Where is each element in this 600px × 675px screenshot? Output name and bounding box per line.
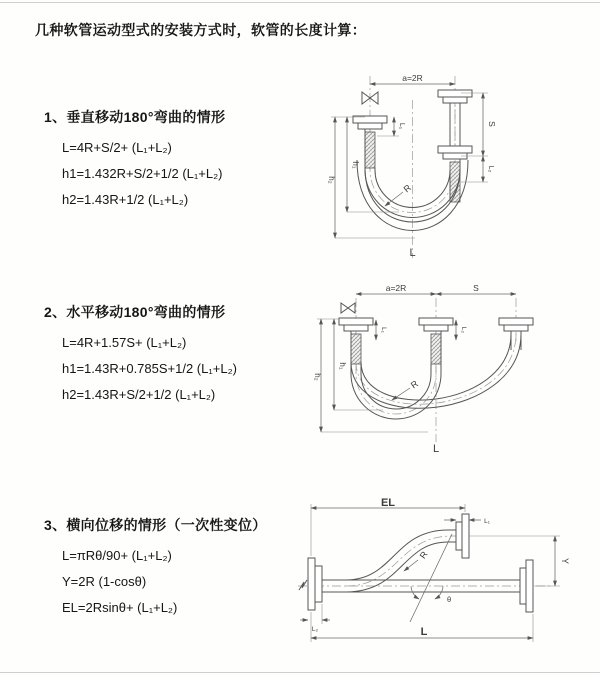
dim-label-h1: h₁ bbox=[351, 161, 360, 169]
section-lateral-displacement bbox=[44, 515, 314, 621]
dim-label-r: R bbox=[408, 378, 420, 391]
dim-label-l: L bbox=[409, 247, 416, 259]
diagram-lateral-displacement bbox=[298, 498, 593, 655]
dimension-a2r bbox=[370, 73, 455, 84]
dimension-a2r bbox=[356, 283, 436, 294]
dim-label-l2: L₂ bbox=[460, 326, 467, 334]
dim-label-h2: h₂ bbox=[313, 373, 322, 381]
end-flange-hub bbox=[456, 522, 462, 550]
dim-label-l: L bbox=[432, 443, 440, 455]
section2-heading: 2、水平移动180°弯曲的情形 bbox=[44, 304, 226, 320]
braid-section bbox=[365, 132, 375, 168]
dim-label-r: R bbox=[417, 549, 430, 561]
formula-h2: h2=1.43R+S/2+1/2 (L₁+L₂) bbox=[62, 387, 216, 402]
dim-label-l1: L₁ bbox=[398, 122, 405, 130]
braid-section bbox=[351, 334, 361, 364]
dimension-el bbox=[311, 498, 465, 556]
dim-label-r: R bbox=[401, 182, 414, 195]
break-symbol bbox=[299, 580, 307, 590]
scan-edge-top bbox=[0, 2, 600, 3]
page-title: 几种软管运动型式的安装方式时，软管的长度计算： bbox=[35, 22, 367, 38]
formula-y: Y=2R (1-cosθ) bbox=[62, 574, 147, 589]
section-horizontal-move bbox=[44, 302, 314, 408]
dimension-l2 bbox=[461, 156, 494, 182]
formula-l: L=4R+1.57S+ (L₁+L₂) bbox=[62, 335, 187, 350]
dimension-l1 bbox=[376, 320, 387, 340]
dim-label-l2: L₂ bbox=[311, 626, 319, 633]
braid-section bbox=[431, 334, 441, 364]
end-flange-plate bbox=[462, 514, 469, 558]
radius-annotation bbox=[392, 378, 420, 400]
middle-fitting bbox=[419, 318, 453, 364]
formula-l: L=4R+S/2+ (L₁+L₂) bbox=[62, 140, 172, 155]
dimension-h1 bbox=[317, 319, 383, 410]
dim-label-theta: θ bbox=[447, 595, 452, 604]
formula-l: L=πRθ/90+ (L₁+L₂) bbox=[62, 548, 172, 563]
left-flange bbox=[308, 558, 346, 610]
diagram-horizontal-move-180 bbox=[308, 282, 588, 456]
valve-icon bbox=[341, 303, 355, 313]
dim-label-l1: L₁ bbox=[484, 518, 490, 525]
formula-h1: h1=1.43R+0.785S+1/2 (L₁+L₂) bbox=[62, 361, 237, 376]
dim-label-h1: h₁ bbox=[338, 362, 347, 370]
dimension-h2 bbox=[313, 319, 428, 432]
formula-h1: h1=1.432R+S/2+1/2 (L₁+L₂) bbox=[62, 166, 223, 181]
section-vertical-move bbox=[44, 107, 314, 213]
scan-edge-bottom bbox=[0, 672, 600, 673]
dim-label-h2: h₂ bbox=[327, 176, 336, 184]
formula-h2: h2=1.43R+1/2 (L₁+L₂) bbox=[62, 192, 189, 207]
dim-label-s: S bbox=[473, 283, 479, 293]
formula-el: EL=2Rsinθ+ (L₁+L₂) bbox=[62, 600, 178, 615]
dimension-l bbox=[311, 612, 533, 642]
dim-label-y: Y bbox=[560, 557, 570, 565]
section3-heading: 3、横向位移的情形（一次性变位） bbox=[44, 517, 267, 533]
dim-label-a2r: a=2R bbox=[402, 73, 423, 83]
centerlines bbox=[298, 536, 550, 586]
dim-label-l1: L₁ bbox=[380, 327, 387, 333]
dimension-l2 bbox=[456, 320, 467, 340]
dim-label-a2r: a=2R bbox=[385, 283, 407, 293]
diagram-vertical-move-180 bbox=[315, 70, 585, 262]
left-fitting bbox=[339, 318, 373, 364]
left-fitting bbox=[353, 116, 387, 168]
angle-theta bbox=[410, 534, 452, 622]
dim-label-l2: L₂ bbox=[487, 165, 494, 173]
radius-annotation bbox=[385, 182, 413, 206]
dimension-s bbox=[436, 283, 516, 294]
dim-label-s: S bbox=[487, 121, 497, 127]
dim-label-el: EL bbox=[380, 498, 396, 509]
dim-label-l: L bbox=[420, 626, 428, 638]
section1-heading: 1、垂直移动180°弯曲的情形 bbox=[44, 109, 226, 125]
